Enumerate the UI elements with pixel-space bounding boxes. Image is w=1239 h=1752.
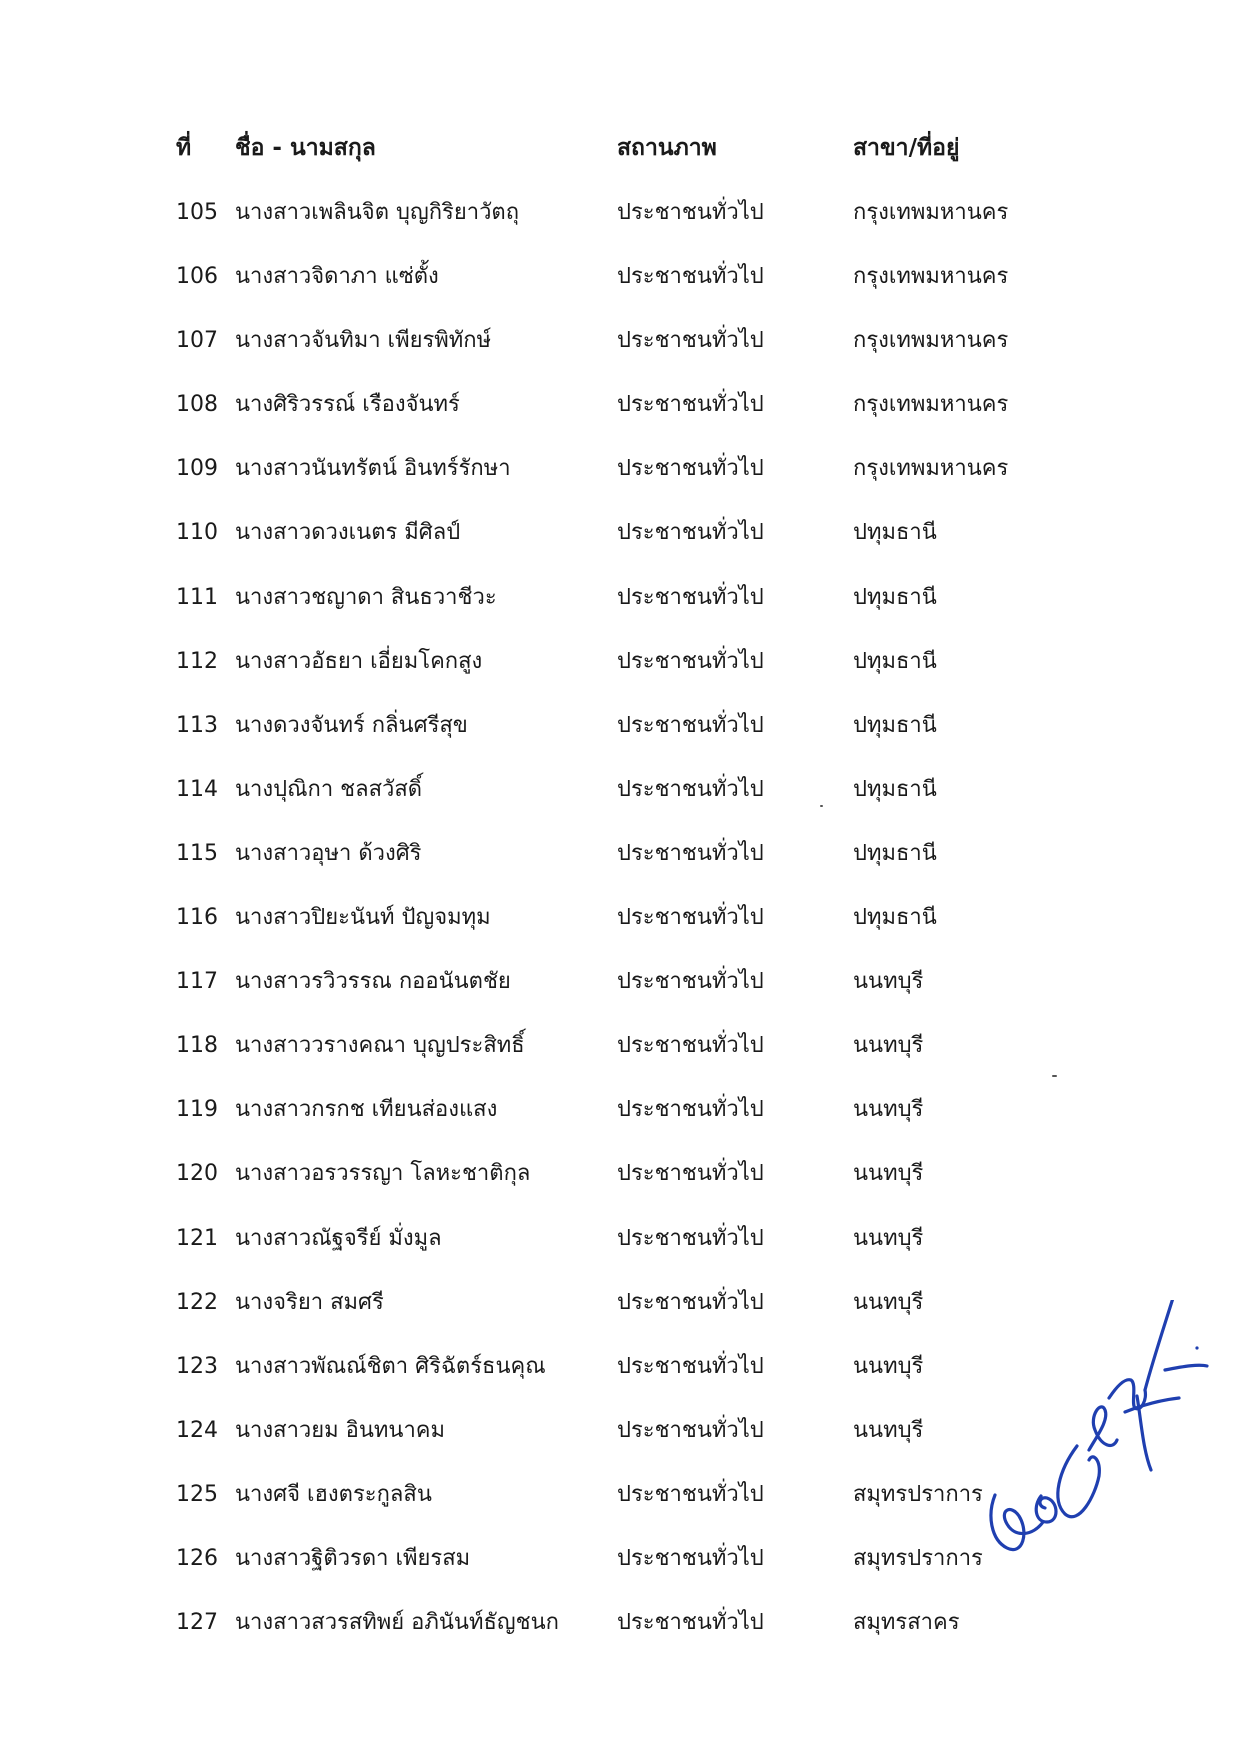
row-branch: กรุงเทพมหานคร xyxy=(853,328,1009,354)
row-status: ประชาชนทั่วไป xyxy=(617,1545,764,1571)
row-name: นางสาวกรกช เทียนส่องแสง xyxy=(235,1097,498,1123)
row-name: นางสาวพัณณ์ชิตา ศิริฉัตร์ธนคุณ xyxy=(235,1353,546,1379)
row-number: 108 xyxy=(176,392,218,418)
row-number: 127 xyxy=(176,1610,218,1636)
row-branch: กรุงเทพมหานคร xyxy=(853,456,1009,482)
row-status: ประชาชนทั่วไป xyxy=(617,264,764,290)
row-name: นางสาวชญาดา สินธวาชีวะ xyxy=(235,584,497,610)
row-name: นางสาวอัธยา เอี่ยมโคกสูง xyxy=(235,648,483,674)
table-row xyxy=(0,326,1239,390)
row-name: นางสาวอรวรรญา โลหะชาติกุล xyxy=(235,1161,531,1187)
row-branch: ปทุมธานี xyxy=(853,905,937,931)
row-branch: กรุงเทพมหานคร xyxy=(853,264,1009,290)
row-status: ประชาชนทั่วไป xyxy=(617,328,764,354)
row-branch: ปทุมธานี xyxy=(853,712,937,738)
header-no: ที่ xyxy=(176,135,192,161)
row-name: นางสาวจันทิมา เพียรพิทักษ์ xyxy=(235,328,492,354)
row-number: 106 xyxy=(176,264,218,290)
row-name: นางสาวรวิวรรณ กออนันตชัย xyxy=(235,969,511,995)
row-branch: ปทุมธานี xyxy=(853,648,937,674)
row-name: นางสาวจิดาภา แซ่ตั้ง xyxy=(235,264,439,290)
row-number: 122 xyxy=(176,1289,218,1315)
row-branch: นนทบุรี xyxy=(853,969,924,995)
table-row xyxy=(0,967,1239,1031)
row-status: ประชาชนทั่วไป xyxy=(617,840,764,866)
table-header xyxy=(0,128,1239,168)
row-branch: นนทบุรี xyxy=(853,1289,924,1315)
table-row xyxy=(0,1224,1239,1288)
row-branch: สมุทรสาคร xyxy=(853,1610,960,1636)
row-number: 124 xyxy=(176,1417,218,1443)
row-status: ประชาชนทั่วไป xyxy=(617,520,764,546)
row-branch: สมุทรปราการ xyxy=(853,1545,983,1571)
row-branch: ปทุมธานี xyxy=(853,776,937,802)
table-row xyxy=(0,454,1239,518)
row-status: ประชาชนทั่วไป xyxy=(617,1033,764,1059)
row-branch: กรุงเทพมหานคร xyxy=(853,200,1009,225)
row-number: 111 xyxy=(176,584,218,610)
table-row xyxy=(0,1095,1239,1159)
table-row xyxy=(0,1031,1239,1095)
row-name: นางศิริวรรณ์ เรืองจันทร์ xyxy=(235,392,460,418)
row-name: นางสาวยม อินทนาคม xyxy=(235,1417,446,1443)
row-number: 110 xyxy=(176,520,218,546)
row-name: นางจริยา สมศรี xyxy=(235,1289,384,1315)
row-number: 115 xyxy=(176,840,218,866)
row-number: 107 xyxy=(176,328,218,354)
row-number: 114 xyxy=(176,776,218,802)
row-branch: กรุงเทพมหานคร xyxy=(853,392,1009,418)
row-name: นางสาวดวงเนตร มีศิลป์ xyxy=(235,520,461,546)
row-name: นางสาวฐิติวรดา เพียรสม xyxy=(235,1545,471,1571)
row-name: นางสาวสวรสทิพย์ อภินันท์ธัญชนก xyxy=(235,1610,559,1636)
row-number: 125 xyxy=(176,1481,218,1507)
table-row xyxy=(0,839,1239,903)
table-row xyxy=(0,583,1239,647)
row-status: ประชาชนทั่วไป xyxy=(617,584,764,610)
row-name: นางสาวปิยะนันท์ ปัญจมทุม xyxy=(235,905,491,931)
table-row xyxy=(0,198,1239,262)
row-name: นางปุณิกา ชลสวัสดิ์ xyxy=(235,776,423,802)
table-row xyxy=(0,903,1239,967)
table-row xyxy=(0,647,1239,711)
row-status: ประชาชนทั่วไป xyxy=(617,1097,764,1123)
row-status: ประชาชนทั่วไป xyxy=(617,905,764,931)
row-status: ประชาชนทั่วไป xyxy=(617,1289,764,1315)
row-branch: ปทุมธานี xyxy=(853,520,937,546)
row-status: ประชาชนทั่วไป xyxy=(617,1225,764,1251)
scan-speck xyxy=(820,805,823,807)
handwritten-signature xyxy=(985,1300,1225,1740)
row-status: ประชาชนทั่วไป xyxy=(617,1610,764,1636)
row-name: นางดวงจันทร์ กลิ่นศรีสุข xyxy=(235,712,468,738)
table-row xyxy=(0,775,1239,839)
row-number: 118 xyxy=(176,1033,218,1059)
row-number: 123 xyxy=(176,1353,218,1379)
scan-speck xyxy=(1052,1075,1057,1077)
row-name: นางสาวอุษา ด้วงศิริ xyxy=(235,840,422,866)
table-row xyxy=(0,518,1239,582)
row-name: นางสาวเพลินจิต บุญกิริยาวัตถุ xyxy=(235,200,520,225)
row-number: 119 xyxy=(176,1097,218,1123)
row-branch: นนทบุรี xyxy=(853,1417,924,1443)
row-number: 109 xyxy=(176,456,218,482)
row-name: นางศจี เฮงตระกูลสิน xyxy=(235,1481,432,1507)
row-name: นางสาวนันทรัตน์ อินทร์รักษา xyxy=(235,456,511,482)
row-status: ประชาชนทั่วไป xyxy=(617,712,764,738)
header-name: ชื่อ - นามสกุล xyxy=(235,135,376,161)
row-name: นางสาวณัฐจรีย์ มั่งมูล xyxy=(235,1225,442,1251)
row-status: ประชาชนทั่วไป xyxy=(617,969,764,995)
row-status: ประชาชนทั่วไป xyxy=(617,1417,764,1443)
row-number: 117 xyxy=(176,969,218,995)
row-branch: ปทุมธานี xyxy=(853,584,937,610)
header-status: สถานภาพ xyxy=(617,135,717,161)
row-status: ประชาชนทั่วไป xyxy=(617,648,764,674)
row-status: ประชาชนทั่วไป xyxy=(617,1161,764,1187)
row-branch: สมุทรปราการ xyxy=(853,1481,983,1507)
header-branch: สาขา/ที่อยู่ xyxy=(853,135,960,161)
row-branch: นนทบุรี xyxy=(853,1353,924,1379)
row-number: 116 xyxy=(176,905,218,931)
row-branch: นนทบุรี xyxy=(853,1225,924,1251)
row-number: 126 xyxy=(176,1545,218,1571)
row-branch: ปทุมธานี xyxy=(853,840,937,866)
table-row xyxy=(0,390,1239,454)
row-status: ประชาชนทั่วไป xyxy=(617,776,764,802)
table-row xyxy=(0,262,1239,326)
row-status: ประชาชนทั่วไป xyxy=(617,200,764,225)
row-number: 112 xyxy=(176,648,218,674)
row-branch: นนทบุรี xyxy=(853,1161,924,1187)
row-number: 121 xyxy=(176,1225,218,1251)
row-status: ประชาชนทั่วไป xyxy=(617,1353,764,1379)
row-status: ประชาชนทั่วไป xyxy=(617,1481,764,1507)
row-number: 105 xyxy=(176,200,218,225)
row-name: นางสาววรางคณา บุญประสิทธิ์ xyxy=(235,1033,525,1059)
row-branch: นนทบุรี xyxy=(853,1097,924,1123)
table-row xyxy=(0,711,1239,775)
table-row xyxy=(0,1159,1239,1223)
row-number: 113 xyxy=(176,712,218,738)
row-status: ประชาชนทั่วไป xyxy=(617,392,764,418)
row-branch: นนทบุรี xyxy=(853,1033,924,1059)
row-status: ประชาชนทั่วไป xyxy=(617,456,764,482)
row-number: 120 xyxy=(176,1161,218,1187)
